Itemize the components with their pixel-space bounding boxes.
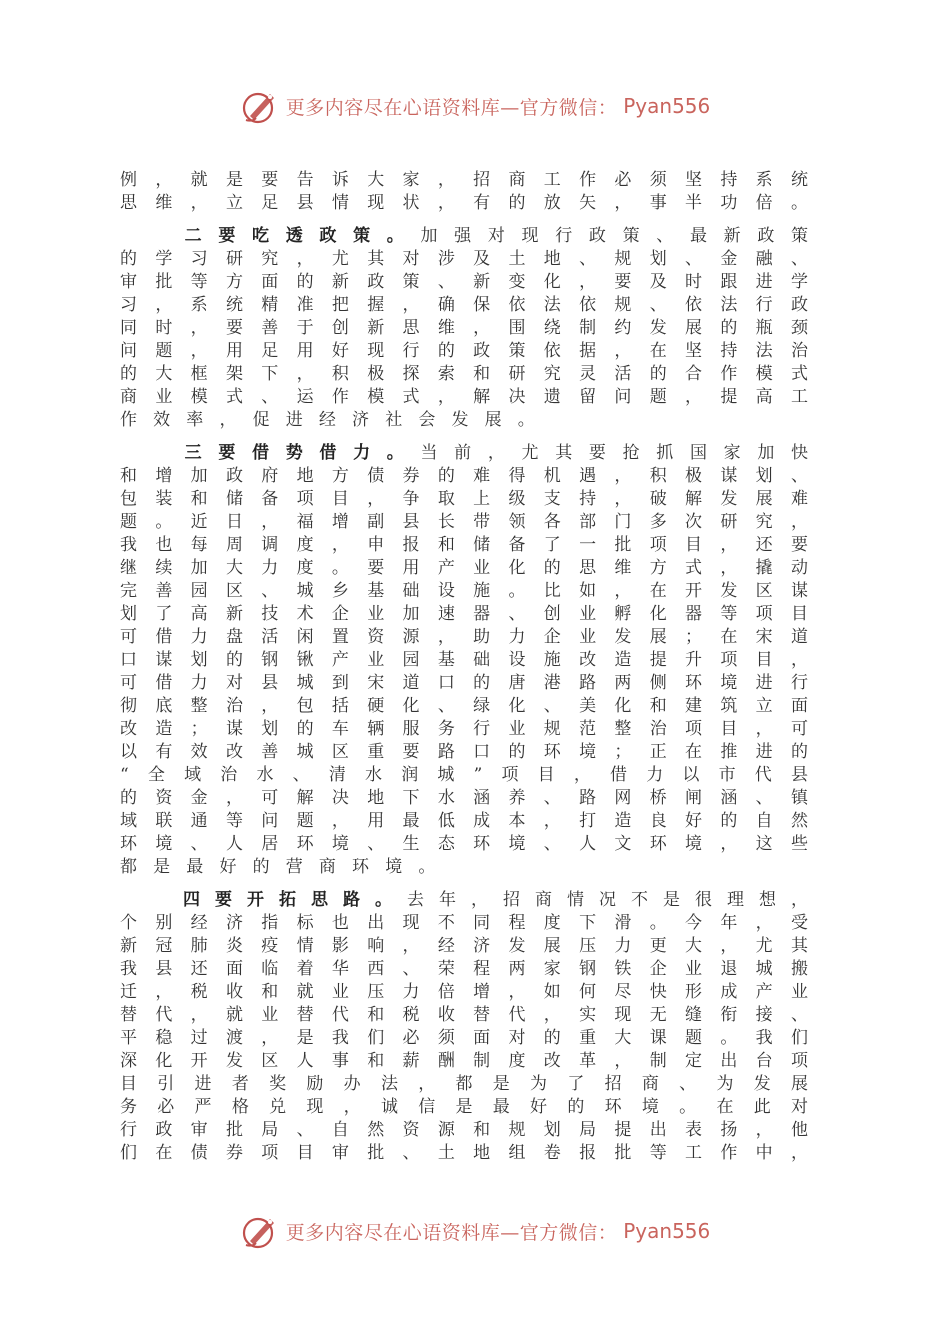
banner-wechat-id: Pyan556 <box>623 1219 711 1243</box>
text-line: 深化开发区人事和薪酬制度改革，制定出台项 <box>120 1051 808 1071</box>
text-line: 务必严格兑现，诚信是最好的环境。在此对 <box>120 1097 808 1117</box>
text-line: 域联通等问题，用最低成本，打造良好的自然 <box>120 811 808 831</box>
text-line: “全域治水、清水润城”项目，借力以市代县 <box>120 765 808 785</box>
banner-text: 更多内容尽在心语资料库—官方微信： <box>285 96 618 119</box>
text-line: 继续加大力度。要用产业化的思维方式，撬动 <box>120 558 808 578</box>
banner-text: 更多内容尽在心语资料库—官方微信： <box>285 1221 618 1244</box>
pen-nib-logo-icon <box>240 1211 280 1251</box>
paragraph-leverage <box>120 442 808 879</box>
document-body <box>120 169 808 1165</box>
paragraph-thinking <box>120 889 808 1165</box>
footer-banner <box>0 1209 950 1253</box>
text-line: 思维，立足县情现状，有的放矢，事半功倍。 <box>120 193 808 213</box>
text-line: 完善园区、城乡基础设施。比如，在开发区谋 <box>120 581 808 601</box>
text-line: 新冠肺炎疫情影响，经济发展压力更大，尤其 <box>120 936 808 956</box>
text-line: 包装和储备项目，争取上级支持，破解发展难 <box>120 489 808 509</box>
text-line: 题。近日，福增副县长带领各部门多次研究， <box>120 512 808 532</box>
text-line: 替代，就业替代和税收替代，实现无缝衔接、 <box>120 1005 808 1025</box>
text-line: 以有效改善城区重要路口的环境；正在推进的 <box>120 742 808 762</box>
banner-wechat-id: Pyan556 <box>623 94 711 118</box>
paragraph-policy <box>120 225 808 432</box>
text-line: 的资金，可解决地下水涵养、路网桥闸涵、镇 <box>120 788 808 808</box>
text-line: 四要开拓思路。去年，招商情况不是很理想， <box>168 890 808 910</box>
section-lead: 三要借势借力。 <box>168 443 421 463</box>
text-line: 审批等方面的新政策、新变化，要及时跟进学 <box>120 272 808 292</box>
text-line: 彻底整治，包括硬化、绿化、美化和建筑立面 <box>120 696 808 716</box>
text-line: 同时，要善于创新思维，围绕制约发展的瓶颈 <box>120 318 808 338</box>
text-line: 迁，税收和就业压力倍增，如何尽快形成产业 <box>120 982 808 1002</box>
text-line: 的学习研究，尤其对涉及土地、规划、金融、 <box>120 249 808 269</box>
text-line: 习，系统精准把握，确保依法依规、依法行政 <box>120 295 808 315</box>
text-line: 问题，用足用好现行的政策依据，在坚持法治 <box>120 341 808 361</box>
text-line: 例，就是要告诉大家，招商工作必须坚持系统 <box>120 170 808 190</box>
text-line: 我也每周调度，申报和储备了一批项目，还要 <box>120 535 808 555</box>
text-line: 划了高新技术企业加速器、创业孵化器等项目 <box>120 604 808 624</box>
text-line: 目引进者奖励办法，都是为了招商、为发展 <box>120 1074 808 1094</box>
text-line: 商业模式、运作模式，解决遗留问题，提高工 <box>120 387 808 407</box>
text-line: 环境、人居环境、生态环境、人文环境，这些 <box>120 834 808 854</box>
text-line: 二要吃透政策。加强对现行政策、最新政策 <box>168 226 809 246</box>
text-line: 我县还面临着华西、荣程两家钢铁企业退城搬 <box>120 959 808 979</box>
text-line: 都是最好的营商环境。 <box>120 857 452 877</box>
paragraph-continuation <box>120 169 808 215</box>
text-line: 口谋划的钢锹产业园基础设施改造提升项目， <box>120 650 808 670</box>
section-lead: 二要吃透政策。 <box>168 226 421 246</box>
text-line: 行政审批局、自然资源和规划局提出表扬，他 <box>120 1120 808 1140</box>
text-line: 们在债券项目审批、土地组卷报批等工作中， <box>120 1143 808 1163</box>
text-line: 可借力盘活闲置资源，助力企业发展；在宋道 <box>120 627 808 647</box>
text-line: 作效率，促进经济社会发展。 <box>120 410 551 430</box>
text-line: 和增加政府地方债券的难得机遇，积极谋划、 <box>120 466 808 486</box>
text-line: 改造；谋划的车辆服务行业规范整治项目，可 <box>120 719 808 739</box>
text-line: 个别经济指标也出现不同程度下滑。今年，受 <box>120 913 808 933</box>
text-line: 可借力对县城到宋道口的唐港路两侧环境进行 <box>120 673 808 693</box>
text-line: 的大框架下，积极探索和研究灵活的合作模式 <box>120 364 808 384</box>
pen-nib-logo-icon <box>240 86 280 126</box>
header-banner <box>0 84 950 128</box>
text-line: 三要借势借力。当前，尤其要抢抓国家加快 <box>168 443 809 463</box>
text-line: 平稳过渡，是我们必须面对的重大课题。我们 <box>120 1028 808 1048</box>
section-lead: 四要开拓思路。 <box>168 890 407 910</box>
